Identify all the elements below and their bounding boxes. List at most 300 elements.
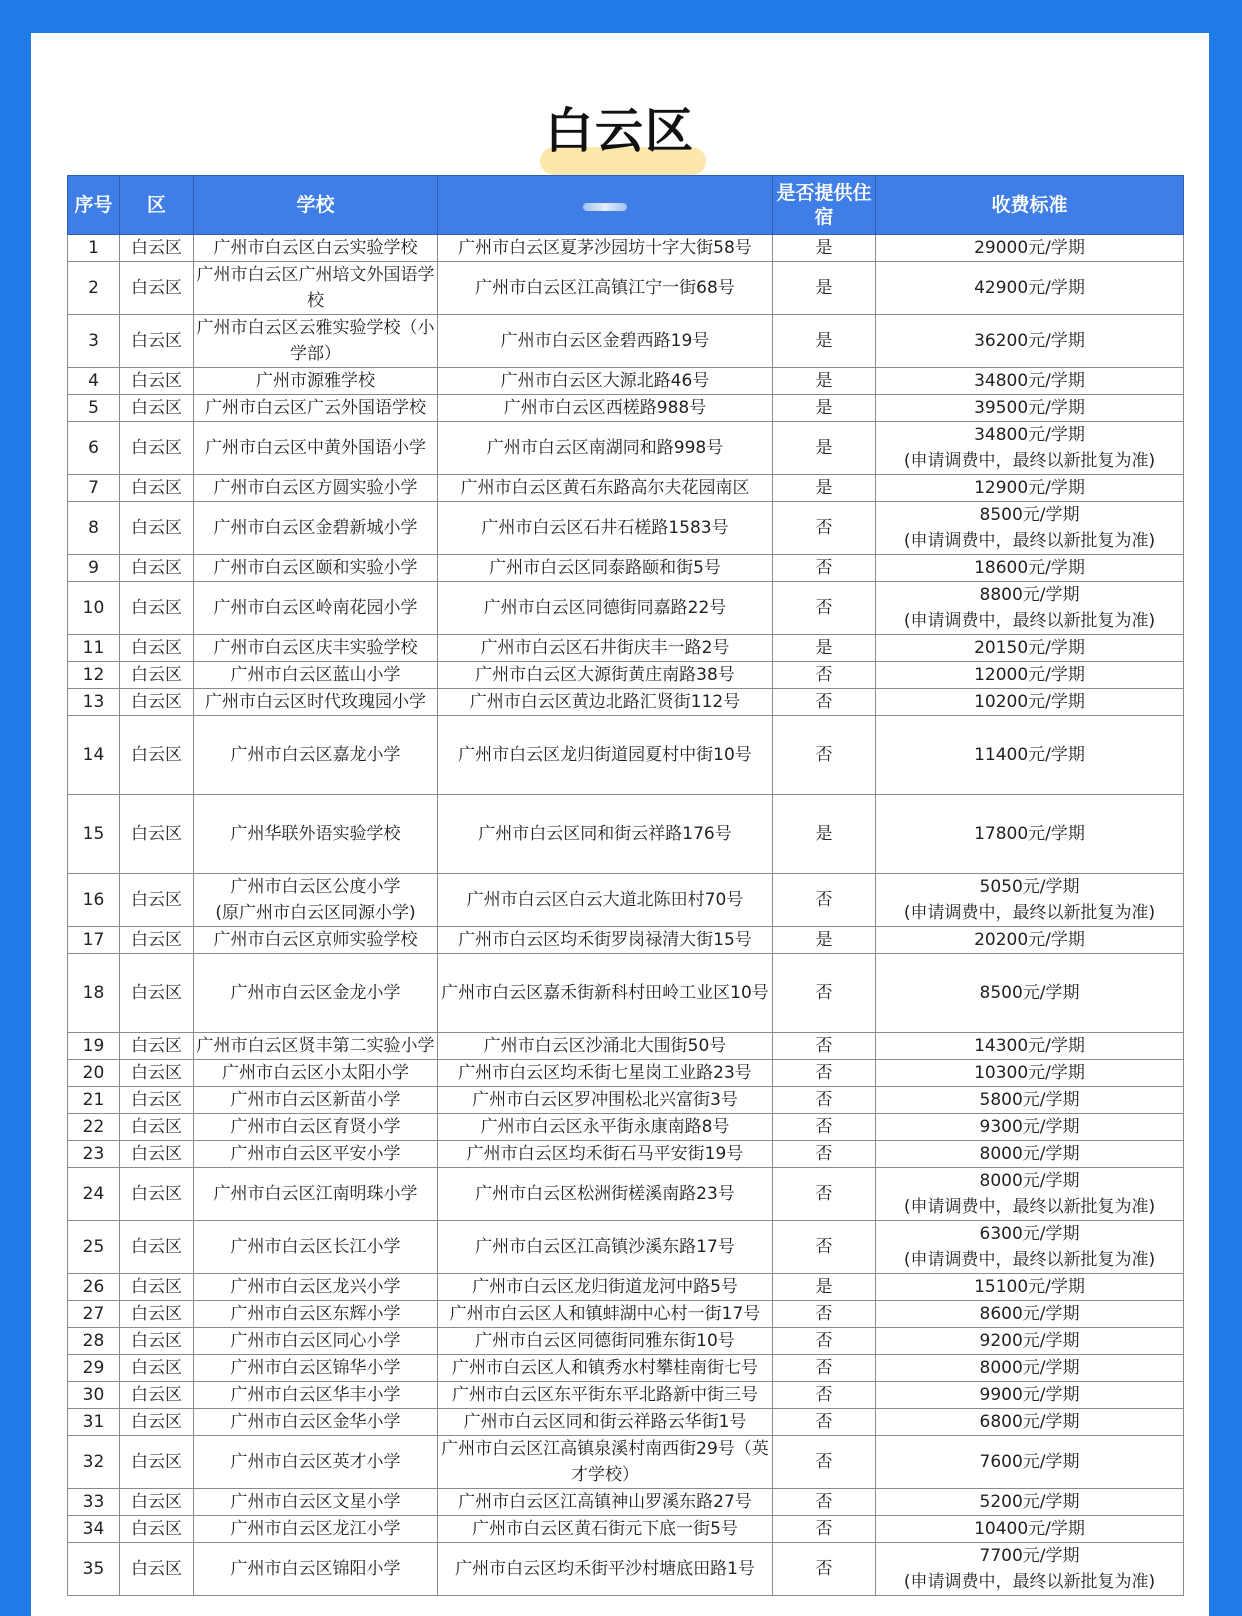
cell-fee-text: 34800元/学期 bbox=[974, 371, 1085, 391]
cell-district bbox=[120, 1274, 194, 1301]
cell-no bbox=[68, 555, 120, 582]
cell-no-text: 27 bbox=[82, 1304, 105, 1324]
cell-no-text: 35 bbox=[82, 1559, 105, 1579]
cell-district-text: 白云区 bbox=[131, 1277, 182, 1297]
cell-school bbox=[194, 662, 438, 689]
cell-address-text: 广州市白云区石井石槎路1583号 bbox=[481, 518, 729, 538]
cell-school bbox=[194, 1087, 438, 1114]
cell-address-text: 广州市白云区江高镇神山罗溪东路27号 bbox=[458, 1492, 752, 1512]
cell-no bbox=[68, 1033, 120, 1060]
cell-boarding bbox=[773, 422, 876, 475]
cell-school-text: 广州市白云区文星小学 bbox=[230, 1492, 401, 1512]
cell-district-text: 白云区 bbox=[131, 1358, 182, 1378]
cell-no bbox=[68, 1274, 120, 1301]
cell-school bbox=[194, 1355, 438, 1382]
cell-fee-text: 39500元/学期 bbox=[974, 398, 1085, 418]
cell-address-text: 广州市白云区沙涌北大围街50号 bbox=[483, 1036, 727, 1056]
cell-boarding-text: 否 bbox=[815, 1412, 833, 1432]
cell-boarding-text: 否 bbox=[815, 692, 833, 712]
table-row bbox=[68, 368, 1184, 395]
cell-address bbox=[438, 716, 773, 795]
cell-address bbox=[438, 1355, 773, 1382]
cell-district-text: 白云区 bbox=[131, 1237, 182, 1257]
cell-no-text: 2 bbox=[88, 278, 99, 298]
fee-note: (申请调费中，最终以新批复为准) bbox=[903, 1250, 1156, 1270]
cell-no-text: 14 bbox=[82, 745, 105, 765]
cell-fee-text: 9300元/学期 bbox=[979, 1117, 1080, 1137]
cell-no bbox=[68, 315, 120, 368]
cell-no-text: 25 bbox=[82, 1237, 105, 1257]
cell-boarding-text: 是 bbox=[815, 1277, 833, 1297]
cell-district bbox=[120, 635, 194, 662]
cell-fee bbox=[876, 262, 1184, 315]
cell-district-text: 白云区 bbox=[131, 371, 182, 391]
cell-school bbox=[194, 368, 438, 395]
cell-school-text: 广州市白云区长江小学 bbox=[230, 1237, 401, 1257]
cell-district bbox=[120, 1060, 194, 1087]
cell-address-text: 广州市白云区人和镇秀水村攀桂南街七号 bbox=[452, 1358, 758, 1378]
cell-fee bbox=[876, 927, 1184, 954]
cell-school-text: 广州市白云区新苗小学 bbox=[230, 1090, 401, 1110]
cell-address-text: 广州市白云区同德街同雅东街10号 bbox=[475, 1331, 735, 1351]
cell-no bbox=[68, 475, 120, 502]
cell-no bbox=[68, 954, 120, 1033]
cell-district-text: 白云区 bbox=[131, 1412, 182, 1432]
cell-boarding bbox=[773, 1409, 876, 1436]
cell-fee-text: 8600元/学期 bbox=[979, 1304, 1080, 1324]
cell-address bbox=[438, 1516, 773, 1543]
cell-address-text: 广州市白云区大源北路46号 bbox=[500, 371, 710, 391]
cell-boarding-text: 否 bbox=[815, 1144, 833, 1164]
cell-address bbox=[438, 1328, 773, 1355]
cell-no bbox=[68, 1355, 120, 1382]
cell-school-text: 广州市白云区白云实验学校 bbox=[213, 238, 418, 258]
cell-no bbox=[68, 795, 120, 874]
cell-boarding bbox=[773, 1489, 876, 1516]
cell-district bbox=[120, 1436, 194, 1489]
cell-no-text: 15 bbox=[82, 824, 105, 844]
cell-boarding-text: 否 bbox=[815, 890, 833, 910]
table-row bbox=[68, 1033, 1184, 1060]
table-row bbox=[68, 795, 1184, 874]
cell-school bbox=[194, 635, 438, 662]
cell-fee-text: 7600元/学期 bbox=[979, 1452, 1080, 1472]
cell-fee-text: 8000元/学期 bbox=[979, 1171, 1080, 1191]
cell-district-text: 白云区 bbox=[131, 398, 182, 418]
cell-boarding bbox=[773, 716, 876, 795]
cell-district-text: 白云区 bbox=[131, 278, 182, 298]
cell-no-text: 18 bbox=[82, 983, 105, 1003]
cell-fee-text: 10200元/学期 bbox=[974, 692, 1085, 712]
fee-note: (申请调费中，最终以新批复为准) bbox=[903, 531, 1156, 551]
cell-school-text: 广州市白云区颐和实验小学 bbox=[213, 558, 418, 578]
cell-boarding bbox=[773, 1274, 876, 1301]
header-no: 序号 bbox=[68, 176, 120, 235]
cell-address bbox=[438, 1409, 773, 1436]
cell-boarding bbox=[773, 1060, 876, 1087]
cell-address-text: 广州市白云区江高镇江宁一街68号 bbox=[475, 278, 735, 298]
cell-boarding bbox=[773, 502, 876, 555]
cell-fee bbox=[876, 954, 1184, 1033]
cell-district bbox=[120, 502, 194, 555]
cell-address-text: 广州市白云区金碧西路19号 bbox=[500, 331, 710, 351]
cell-address-text: 广州市白云区松洲街槎溪南路23号 bbox=[475, 1184, 735, 1204]
cell-address bbox=[438, 582, 773, 635]
table-header-row bbox=[68, 176, 1184, 235]
cell-district-text: 白云区 bbox=[131, 518, 182, 538]
cell-address bbox=[438, 927, 773, 954]
cell-address bbox=[438, 1114, 773, 1141]
table-row bbox=[68, 1382, 1184, 1409]
cell-fee-text: 8500元/学期 bbox=[979, 505, 1080, 525]
cell-boarding-text: 是 bbox=[815, 331, 833, 351]
cell-no-text: 4 bbox=[88, 371, 99, 391]
cell-no bbox=[68, 927, 120, 954]
cell-address bbox=[438, 874, 773, 927]
cell-district-text: 白云区 bbox=[131, 983, 182, 1003]
cell-boarding bbox=[773, 1436, 876, 1489]
cell-boarding-text: 否 bbox=[815, 1117, 833, 1137]
cell-school bbox=[194, 927, 438, 954]
cell-address-text: 广州市白云区人和镇蚌湖中心村一街17号 bbox=[449, 1304, 761, 1324]
table-row bbox=[68, 1436, 1184, 1489]
cell-school bbox=[194, 555, 438, 582]
cell-no-text: 20 bbox=[82, 1063, 105, 1083]
table-row bbox=[68, 262, 1184, 315]
cell-no-text: 11 bbox=[82, 638, 105, 658]
cell-address bbox=[438, 1060, 773, 1087]
cell-fee-text: 29000元/学期 bbox=[974, 238, 1085, 258]
cell-address-text: 广州市白云区罗冲围松北兴富街3号 bbox=[472, 1090, 738, 1110]
cell-address-text: 广州市白云区黄石东路高尔夫花园南区 bbox=[460, 478, 750, 498]
cell-boarding-text: 是 bbox=[815, 371, 833, 391]
cell-school-text: 广州市白云区公度小学 bbox=[230, 877, 401, 897]
cell-boarding bbox=[773, 582, 876, 635]
cell-fee-text: 18600元/学期 bbox=[974, 558, 1085, 578]
cell-school-text: 广州市白云区锦华小学 bbox=[230, 1358, 401, 1378]
cell-school bbox=[194, 689, 438, 716]
cell-boarding bbox=[773, 954, 876, 1033]
cell-fee-text: 6300元/学期 bbox=[979, 1224, 1080, 1244]
cell-district-text: 白云区 bbox=[131, 824, 182, 844]
cell-district-text: 白云区 bbox=[131, 745, 182, 765]
cell-address bbox=[438, 1168, 773, 1221]
cell-school-text: 广州市白云区东辉小学 bbox=[230, 1304, 401, 1324]
cell-no bbox=[68, 1436, 120, 1489]
cell-boarding-text: 否 bbox=[815, 745, 833, 765]
cell-school bbox=[194, 1489, 438, 1516]
cell-school-text: 广州市白云区龙江小学 bbox=[230, 1519, 401, 1539]
cell-boarding-text: 否 bbox=[815, 983, 833, 1003]
cell-boarding bbox=[773, 795, 876, 874]
table-row bbox=[68, 1221, 1184, 1274]
cell-fee-text: 8800元/学期 bbox=[979, 585, 1080, 605]
cell-no bbox=[68, 716, 120, 795]
cell-school-text: 广州市白云区同心小学 bbox=[230, 1331, 401, 1351]
cell-fee bbox=[876, 1168, 1184, 1221]
cell-school-text: 广州市白云区京师实验学校 bbox=[213, 930, 418, 950]
cell-no-text: 30 bbox=[82, 1385, 105, 1405]
cell-no bbox=[68, 1168, 120, 1221]
cell-fee bbox=[876, 315, 1184, 368]
cell-address-text: 广州市白云区均禾街石马平安街19号 bbox=[466, 1144, 744, 1164]
fee-note: (申请调费中，最终以新批复为准) bbox=[903, 903, 1156, 923]
blurred-header-icon bbox=[583, 203, 627, 211]
cell-fee bbox=[876, 635, 1184, 662]
header-fee: 收费标准 bbox=[876, 176, 1184, 235]
cell-address bbox=[438, 475, 773, 502]
cell-district-text: 白云区 bbox=[131, 438, 182, 458]
cell-fee-text: 17800元/学期 bbox=[974, 824, 1085, 844]
cell-boarding bbox=[773, 689, 876, 716]
cell-boarding-text: 否 bbox=[815, 1452, 833, 1472]
cell-address bbox=[438, 1436, 773, 1489]
table-row bbox=[68, 1274, 1184, 1301]
cell-fee bbox=[876, 795, 1184, 874]
cell-fee-text: 10400元/学期 bbox=[974, 1519, 1085, 1539]
cell-school-text: 广州市白云区嘉龙小学 bbox=[230, 745, 401, 765]
cell-address bbox=[438, 368, 773, 395]
cell-fee bbox=[876, 1033, 1184, 1060]
cell-school-text: 广州市白云区平安小学 bbox=[230, 1144, 401, 1164]
cell-boarding bbox=[773, 1328, 876, 1355]
table-row bbox=[68, 1409, 1184, 1436]
cell-fee-text: 6800元/学期 bbox=[979, 1412, 1080, 1432]
cell-school bbox=[194, 315, 438, 368]
cell-address bbox=[438, 662, 773, 689]
cell-no-text: 8 bbox=[88, 518, 99, 538]
cell-no bbox=[68, 422, 120, 475]
cell-address bbox=[438, 1301, 773, 1328]
header-district: 区 bbox=[120, 176, 194, 235]
cell-district bbox=[120, 1221, 194, 1274]
cell-district bbox=[120, 235, 194, 262]
cell-boarding-text: 否 bbox=[815, 1036, 833, 1056]
cell-fee bbox=[876, 555, 1184, 582]
cell-no-text: 23 bbox=[82, 1144, 105, 1164]
cell-no bbox=[68, 1114, 120, 1141]
cell-district-text: 白云区 bbox=[131, 331, 182, 351]
cell-fee bbox=[876, 1409, 1184, 1436]
cell-fee bbox=[876, 1516, 1184, 1543]
cell-boarding bbox=[773, 1033, 876, 1060]
cell-school bbox=[194, 1141, 438, 1168]
cell-district-text: 白云区 bbox=[131, 692, 182, 712]
cell-district-text: 白云区 bbox=[131, 1519, 182, 1539]
cell-no-text: 19 bbox=[82, 1036, 105, 1056]
cell-address-text: 广州市白云区黄石街元下底一街5号 bbox=[472, 1519, 738, 1539]
page-title: 白云区 bbox=[544, 103, 695, 159]
cell-no bbox=[68, 1060, 120, 1087]
cell-district-text: 白云区 bbox=[131, 1184, 182, 1204]
cell-no bbox=[68, 1382, 120, 1409]
table-row bbox=[68, 1087, 1184, 1114]
table-row bbox=[68, 1355, 1184, 1382]
cell-district-text: 白云区 bbox=[131, 1144, 182, 1164]
cell-district-text: 白云区 bbox=[131, 1063, 182, 1083]
cell-fee-text: 9200元/学期 bbox=[979, 1331, 1080, 1351]
cell-fee-text: 9900元/学期 bbox=[979, 1385, 1080, 1405]
cell-district bbox=[120, 716, 194, 795]
table-row bbox=[68, 1328, 1184, 1355]
cell-boarding bbox=[773, 1516, 876, 1543]
cell-boarding bbox=[773, 315, 876, 368]
cell-no-text: 22 bbox=[82, 1117, 105, 1137]
cell-district bbox=[120, 954, 194, 1033]
cell-district bbox=[120, 1328, 194, 1355]
cell-fee bbox=[876, 689, 1184, 716]
cell-no-text: 16 bbox=[82, 890, 105, 910]
cell-district-text: 白云区 bbox=[131, 1117, 182, 1137]
cell-school-text: 广州市白云区英才小学 bbox=[230, 1452, 401, 1472]
cell-school bbox=[194, 1328, 438, 1355]
cell-fee-text: 20150元/学期 bbox=[974, 638, 1085, 658]
cell-school-text: 广州市白云区云雅实验学校（小学部） bbox=[196, 318, 435, 364]
table-row bbox=[68, 475, 1184, 502]
cell-district bbox=[120, 1301, 194, 1328]
cell-boarding-text: 否 bbox=[815, 1184, 833, 1204]
cell-address bbox=[438, 262, 773, 315]
cell-district bbox=[120, 1409, 194, 1436]
cell-school-text: 广州市白云区庆丰实验学校 bbox=[213, 638, 418, 658]
cell-school bbox=[194, 954, 438, 1033]
cell-address-text: 广州市白云区大源街黄庄南路38号 bbox=[475, 665, 735, 685]
cell-fee bbox=[876, 235, 1184, 262]
cell-no-text: 29 bbox=[82, 1358, 105, 1378]
cell-no bbox=[68, 1543, 120, 1596]
cell-school bbox=[194, 1301, 438, 1328]
table-row bbox=[68, 1114, 1184, 1141]
title-area bbox=[31, 91, 1209, 181]
cell-fee bbox=[876, 874, 1184, 927]
cell-school bbox=[194, 1060, 438, 1087]
cell-school bbox=[194, 1382, 438, 1409]
cell-fee-text: 12900元/学期 bbox=[974, 478, 1085, 498]
cell-no-text: 33 bbox=[82, 1492, 105, 1512]
cell-boarding bbox=[773, 874, 876, 927]
cell-fee-text: 5050元/学期 bbox=[979, 877, 1080, 897]
cell-no bbox=[68, 662, 120, 689]
cell-fee bbox=[876, 1141, 1184, 1168]
cell-boarding bbox=[773, 635, 876, 662]
cell-no-text: 26 bbox=[82, 1277, 105, 1297]
cell-no-text: 17 bbox=[82, 930, 105, 950]
cell-address-text: 广州市白云区同和街云祥路176号 bbox=[478, 824, 732, 844]
cell-boarding bbox=[773, 1141, 876, 1168]
cell-fee bbox=[876, 1328, 1184, 1355]
cell-district-text: 白云区 bbox=[131, 1452, 182, 1472]
cell-no-text: 1 bbox=[88, 238, 99, 258]
cell-boarding bbox=[773, 1168, 876, 1221]
cell-school-text: 广州市白云区育贤小学 bbox=[230, 1117, 401, 1137]
cell-school bbox=[194, 475, 438, 502]
header-school: 学校 bbox=[194, 176, 438, 235]
cell-fee bbox=[876, 475, 1184, 502]
cell-address-text: 广州市白云区石井街庆丰一路2号 bbox=[480, 638, 730, 658]
cell-district-text: 白云区 bbox=[131, 1304, 182, 1324]
cell-school-text: 广州市白云区金华小学 bbox=[230, 1412, 401, 1432]
cell-address bbox=[438, 315, 773, 368]
cell-fee bbox=[876, 1087, 1184, 1114]
cell-district bbox=[120, 262, 194, 315]
cell-fee bbox=[876, 1301, 1184, 1328]
cell-boarding bbox=[773, 1301, 876, 1328]
table-row bbox=[68, 874, 1184, 927]
cell-district-text: 白云区 bbox=[131, 930, 182, 950]
cell-fee bbox=[876, 1382, 1184, 1409]
cell-no-text: 7 bbox=[88, 478, 99, 498]
cell-boarding bbox=[773, 927, 876, 954]
cell-fee bbox=[876, 1489, 1184, 1516]
cell-fee-text: 20200元/学期 bbox=[974, 930, 1085, 950]
cell-district bbox=[120, 927, 194, 954]
cell-fee bbox=[876, 1355, 1184, 1382]
cell-boarding bbox=[773, 1355, 876, 1382]
cell-school-text: 广州市白云区广州培文外国语学校 bbox=[196, 265, 435, 311]
cell-district-text: 白云区 bbox=[131, 1090, 182, 1110]
content-card bbox=[31, 33, 1209, 1616]
cell-fee bbox=[876, 422, 1184, 475]
cell-boarding-text: 否 bbox=[815, 1304, 833, 1324]
cell-address bbox=[438, 795, 773, 874]
cell-school-text: 广州市白云区广云外国语学校 bbox=[205, 398, 426, 418]
cell-boarding-text: 否 bbox=[815, 1358, 833, 1378]
cell-district-text: 白云区 bbox=[131, 890, 182, 910]
cell-address-text: 广州市白云区永平街永康南路8号 bbox=[480, 1117, 730, 1137]
fee-note: (申请调费中，最终以新批复为准) bbox=[903, 1572, 1156, 1592]
cell-no bbox=[68, 395, 120, 422]
cell-district-text: 白云区 bbox=[131, 1559, 182, 1579]
cell-boarding-text: 否 bbox=[815, 1385, 833, 1405]
cell-boarding bbox=[773, 662, 876, 689]
cell-address-text: 广州市白云区同泰路颐和街5号 bbox=[489, 558, 721, 578]
cell-district bbox=[120, 795, 194, 874]
cell-no bbox=[68, 1489, 120, 1516]
table-row bbox=[68, 1516, 1184, 1543]
cell-no-text: 13 bbox=[82, 692, 105, 712]
cell-fee bbox=[876, 1274, 1184, 1301]
cell-address bbox=[438, 395, 773, 422]
cell-school bbox=[194, 1221, 438, 1274]
cell-fee-text: 5200元/学期 bbox=[979, 1492, 1080, 1512]
cell-boarding bbox=[773, 1543, 876, 1596]
cell-no-text: 28 bbox=[82, 1331, 105, 1351]
table-row bbox=[68, 235, 1184, 262]
cell-district-text: 白云区 bbox=[131, 1331, 182, 1351]
cell-no-text: 31 bbox=[82, 1412, 105, 1432]
cell-fee-text: 12000元/学期 bbox=[974, 665, 1085, 685]
table-row bbox=[68, 954, 1184, 1033]
cell-address-text: 广州市白云区江高镇沙溪东路17号 bbox=[475, 1237, 735, 1257]
cell-school bbox=[194, 1274, 438, 1301]
cell-address-text: 广州市白云区同和街云祥路云华街1号 bbox=[463, 1412, 747, 1432]
cell-no-text: 32 bbox=[82, 1452, 105, 1472]
fee-note: (申请调费中，最终以新批复为准) bbox=[903, 611, 1156, 631]
table-row bbox=[68, 927, 1184, 954]
cell-address bbox=[438, 1087, 773, 1114]
cell-address-text: 广州市白云区均禾街平沙村塘底田路1号 bbox=[455, 1559, 755, 1579]
cell-address bbox=[438, 502, 773, 555]
cell-district-text: 白云区 bbox=[131, 1492, 182, 1512]
cell-address-text: 广州市白云区均禾街七星岗工业路23号 bbox=[458, 1063, 752, 1083]
cell-address bbox=[438, 1274, 773, 1301]
cell-school-text: 广州华联外语实验学校 bbox=[230, 824, 401, 844]
cell-district bbox=[120, 1141, 194, 1168]
cell-fee bbox=[876, 1543, 1184, 1596]
cell-district-text: 白云区 bbox=[131, 1385, 182, 1405]
table-row bbox=[68, 315, 1184, 368]
cell-district bbox=[120, 1489, 194, 1516]
